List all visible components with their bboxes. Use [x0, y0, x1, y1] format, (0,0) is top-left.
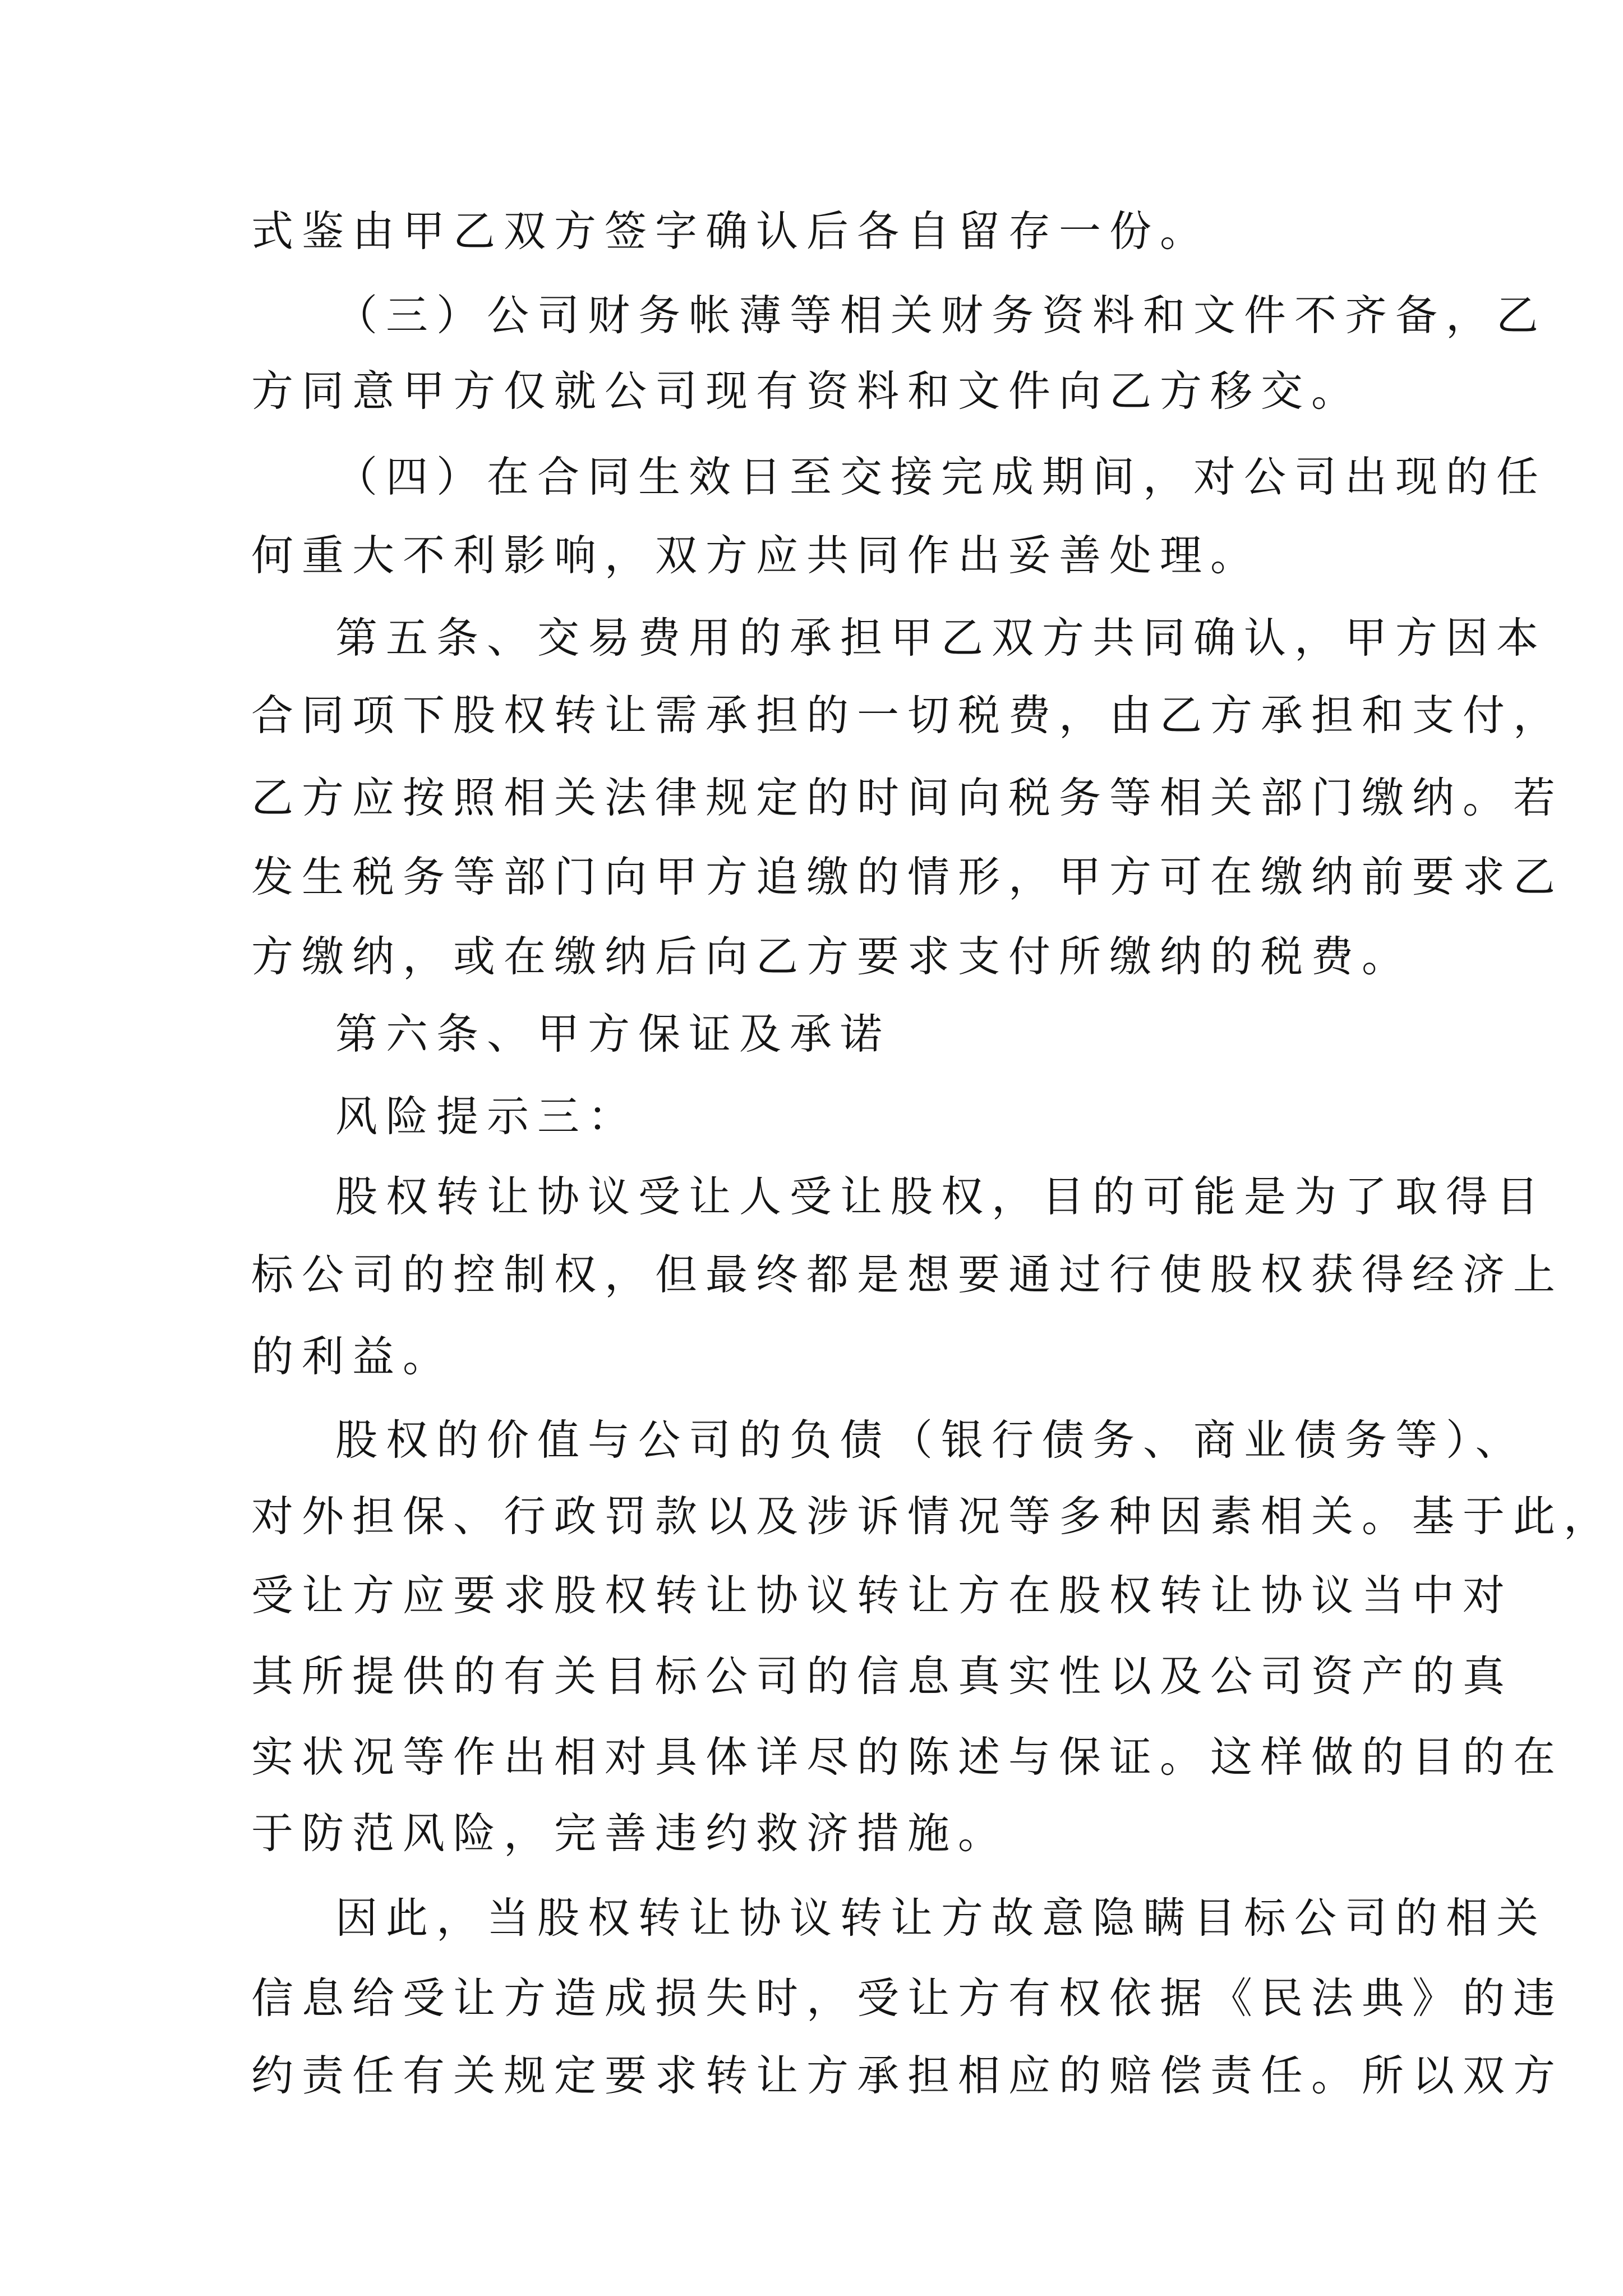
text-line: （四）在合同生效日至交接完成期间，对公司出现的任: [335, 452, 1547, 501]
text-line: 其所提供的有关目标公司的信息真实性以及公司资产的真: [251, 1651, 1514, 1701]
text-line: 方缴纳，或在缴纳后向乙方要求支付所缴纳的税费。: [251, 932, 1413, 981]
text-line: 实状况等作出相对具体详尽的陈述与保证。这样做的目的在: [251, 1732, 1564, 1782]
text-line: 式鉴由甲乙双方签字确认后各自留存一份。: [251, 206, 1211, 256]
text-line: 合同项下股权转让需承担的一切税费，由乙方承担和支付，: [251, 691, 1564, 740]
text-line: （三）公司财务帐薄等相关财务资料和文件不齐备，乙: [335, 291, 1547, 340]
text-line: 发生税务等部门向甲方追缴的情形，甲方可在缴纳前要求乙: [251, 852, 1564, 901]
text-line: 风险提示三：: [335, 1092, 639, 1141]
text-line: 对外担保、行政罚款以及涉诉情况等多种因素相关。基于此，: [251, 1492, 1615, 1541]
text-line: 信息给受让方造成损失时，受让方有权依据《民法典》的违: [251, 1973, 1564, 2023]
text-line: 因此，当股权转让协议转让方故意隐瞒目标公司的相关: [335, 1893, 1547, 1943]
text-line: 标公司的控制权，但最终都是想要通过行使股权获得经济上: [251, 1250, 1564, 1299]
text-line: 第六条、甲方保证及承诺: [335, 1009, 891, 1059]
text-line: 股权的价值与公司的负债（银行债务、商业债务等）、: [335, 1415, 1526, 1465]
text-line: 的利益。: [251, 1332, 454, 1381]
text-line: 股权转让协议受让人受让股权，目的可能是为了取得目: [335, 1172, 1547, 1221]
text-line: 受让方应要求股权转让协议转让方在股权转让协议当中对: [251, 1571, 1514, 1620]
text-line: 何重大不利影响，双方应共同作出妥善处理。: [251, 531, 1261, 580]
text-line: 第五条、交易费用的承担甲乙双方共同确认，甲方因本: [335, 613, 1547, 662]
text-line: 约责任有关规定要求转让方承担相应的赔偿责任。所以双方: [251, 2051, 1564, 2100]
text-line: 于防范风险，完善违约救济措施。: [251, 1809, 1009, 1858]
text-line: 方同意甲方仅就公司现有资料和文件向乙方移交。: [251, 366, 1362, 416]
text-line: 乙方应按照相关法律规定的时间向税务等相关部门缴纳。若: [251, 773, 1564, 822]
